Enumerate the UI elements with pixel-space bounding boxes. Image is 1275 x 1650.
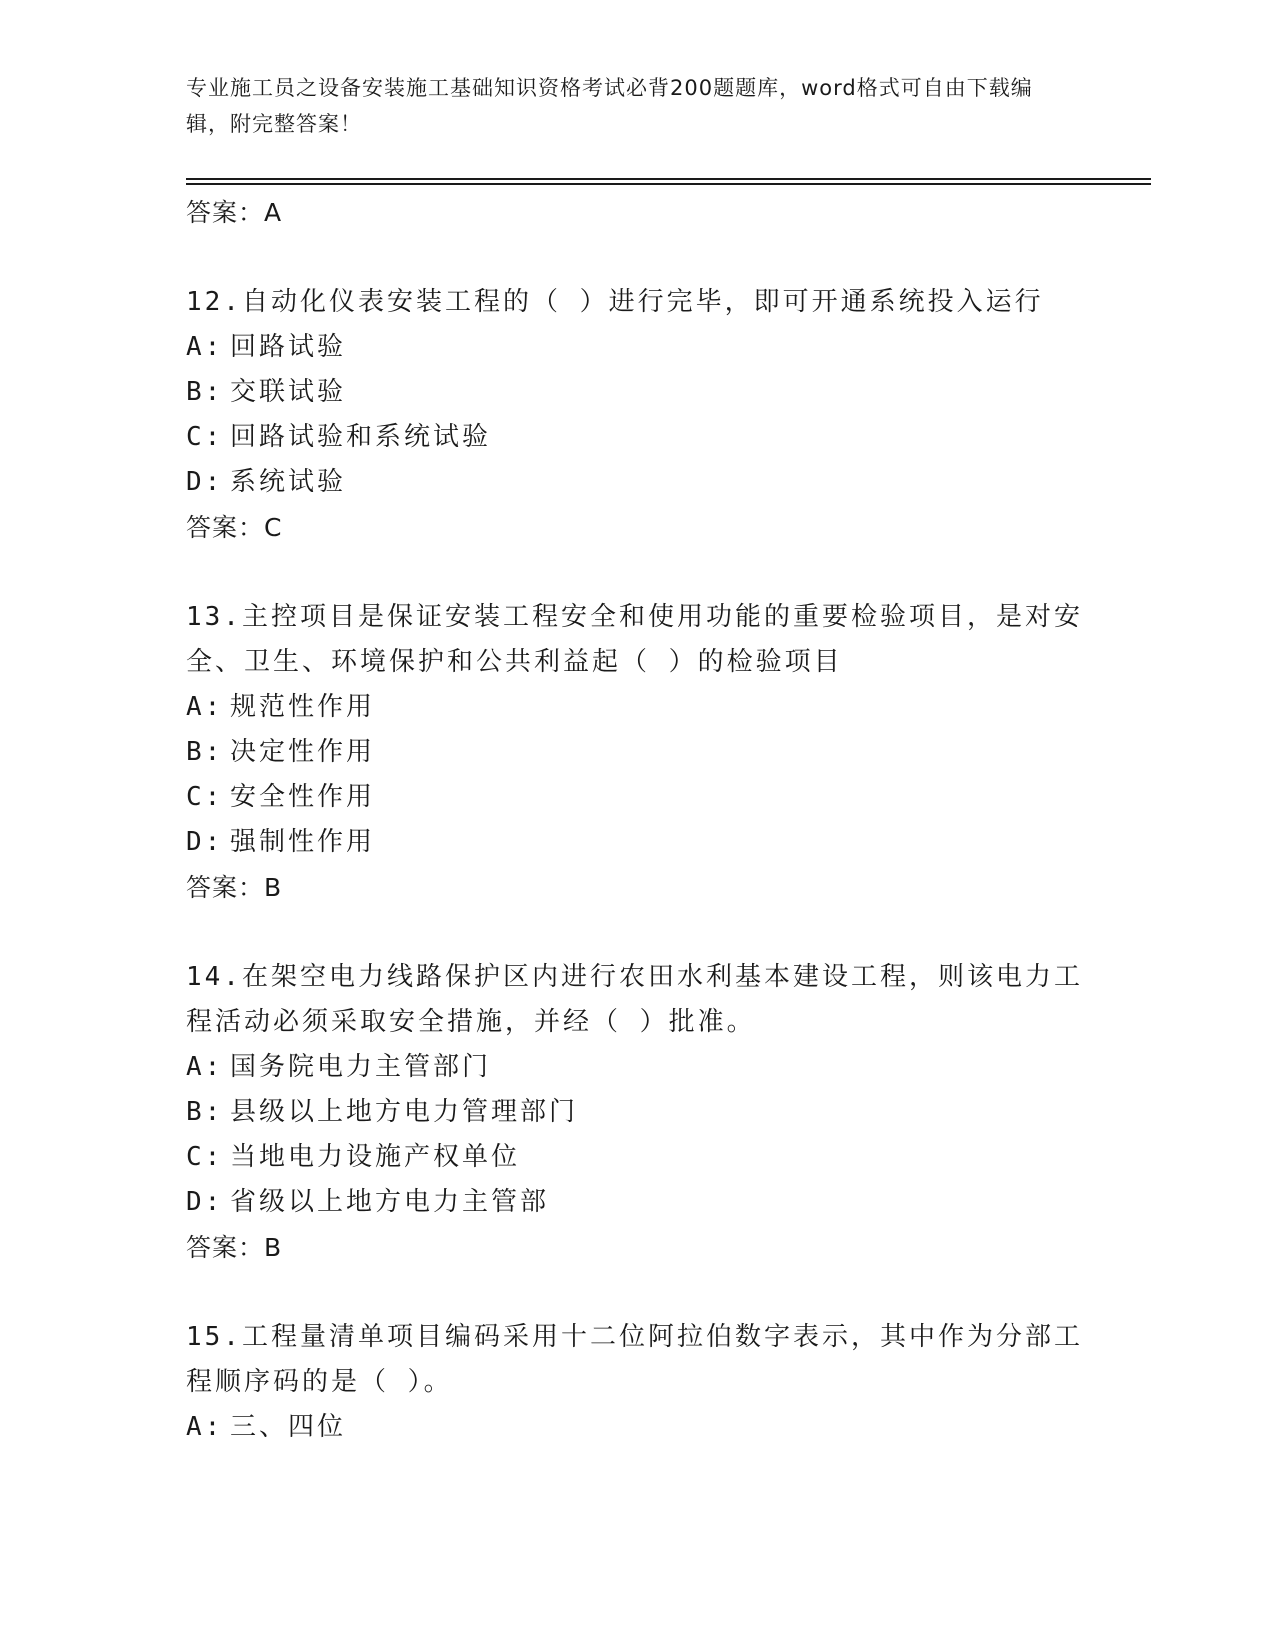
option-a: A: 国务院电力主管部门 <box>186 1052 492 1082</box>
question-stem: 14.在架空电力线路保护区内进行农田水利基本建设工程，则该电力工程活动必须采取安全措施，并经（ ）批准。 <box>186 962 1083 1037</box>
question-14 <box>186 955 1086 1270</box>
question-stem: 15.工程量清单项目编码采用十二位阿拉伯数字表示，其中作为分部工程顺序码的是（ ）。 <box>186 1322 1083 1397</box>
question-stem: 13.主控项目是保证安装工程安全和使用功能的重要检验项目，是对安全、卫生、环境保护和公共利益起（ ）的检验项目 <box>186 602 1083 677</box>
option-c: C: 当地电力设施产权单位 <box>186 1142 521 1172</box>
header-rule-top <box>186 178 1151 180</box>
answer: 答案：B <box>186 1233 283 1262</box>
answer: 答案：B <box>186 873 283 902</box>
option-a: A: 三、四位 <box>186 1412 347 1442</box>
question-12 <box>186 280 1086 550</box>
option-b: B: 交联试验 <box>186 377 347 407</box>
option-a: A: 回路试验 <box>186 332 347 362</box>
answer: 答案：C <box>186 513 283 542</box>
option-d: D: 系统试验 <box>186 467 347 497</box>
option-d: D: 省级以上地方电力主管部 <box>186 1187 550 1217</box>
option-d: D: 强制性作用 <box>186 827 376 857</box>
question-stem: 12.自动化仪表安装工程的（ ）进行完毕，即可开通系统投入运行 <box>186 287 1044 317</box>
option-c: C: 安全性作用 <box>186 782 376 812</box>
question-15 <box>186 1315 1086 1450</box>
option-c: C: 回路试验和系统试验 <box>186 422 492 452</box>
question-list <box>186 186 1086 1450</box>
previous-answer: 答案：A <box>186 198 283 227</box>
header-rule-bottom <box>186 183 1151 185</box>
option-b: B: 决定性作用 <box>186 737 376 767</box>
question-13 <box>186 595 1086 910</box>
option-a: A: 规范性作用 <box>186 692 376 722</box>
document-header: 专业施工员之设备安装施工基础知识资格考试必背200题题库，word格式可自由下载编辑，附完整答案！ <box>186 76 1033 136</box>
option-b: B: 县级以上地方电力管理部门 <box>186 1097 579 1127</box>
